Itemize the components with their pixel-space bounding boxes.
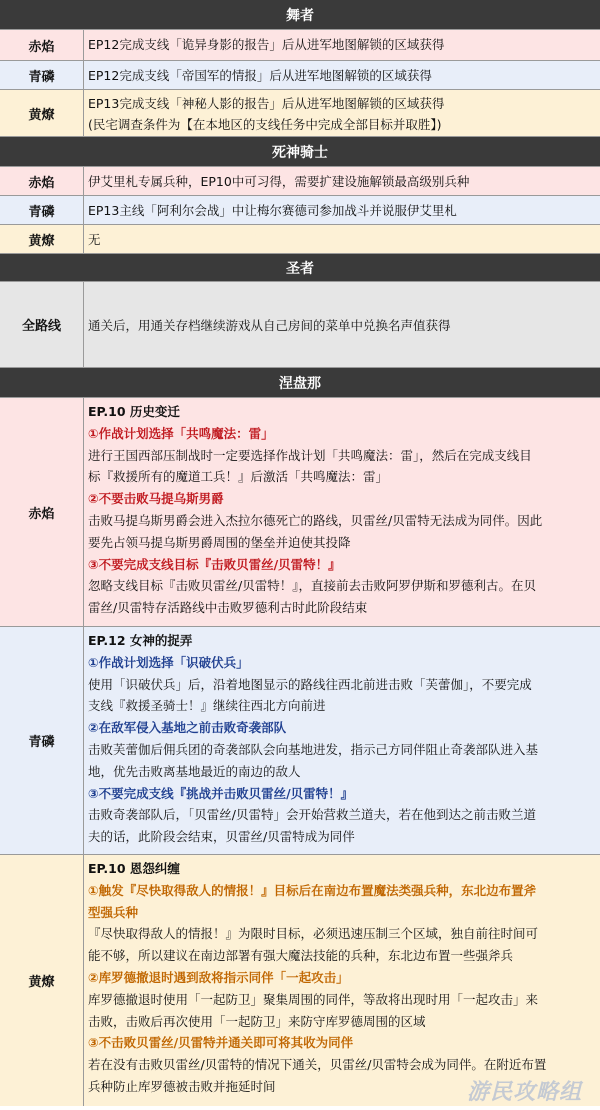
- route-label: 青磷: [0, 627, 84, 854]
- table-row: [0, 90, 600, 137]
- route-label: 黄燎: [0, 855, 84, 1106]
- section-header-nirvana: 涅盘那: [0, 368, 600, 398]
- table-row: [0, 225, 600, 254]
- route-label: 黄燎: [0, 225, 84, 253]
- table-row: [0, 855, 600, 1106]
- route-label: 赤焰: [0, 398, 84, 626]
- section-header-dancer: 舞者: [0, 0, 600, 30]
- route-label: 全路线: [0, 282, 84, 367]
- table-row: [0, 30, 600, 61]
- table-row: [0, 61, 600, 90]
- route-description: 通关后，用通关存档继续游戏从自己房间的菜单中兑换名声值获得: [88, 317, 451, 333]
- route-label: 黄燎: [0, 90, 84, 136]
- section-header-saint: 圣者: [0, 254, 600, 282]
- route-description: EP.10 恩怨纠缠 ①触发『尽快取得敌人的情报！』目标后在南边布置魔法类强兵种，东北边布置斧 型强兵种 『尽快取得敌人的情报！』为限时目标，必须迅速压制三个区域，独自前往时间可 能不够，所以建议在南边部署有强大魔法技能的兵种，东北边布置一些强斧兵 ②库罗德撤退时遇到敌将指示同伴「一起攻击」 库罗德撤退时使用「一起防卫」聚集周围的同伴，等敌将出现时用「一起攻击」来 击败，击败后再次使用「一起防卫」来防守库罗德周围的区域 ③不击败贝雷丝/贝雷特并通关即可将其收为同伴 若在没有击败贝雷丝/贝雷特的情况下通关，贝雷丝/贝雷特会成为同伴。在附近布置 兵种防止库罗德被击败并拖延时间: [88, 861, 547, 1094]
- table-row: [0, 196, 600, 225]
- watermark-logo: 游民攻略组: [466, 1080, 582, 1105]
- route-label: 赤焰: [0, 167, 84, 195]
- route-description: EP.10 历史变迁 ①作战计划选择「共鸣魔法：雷」 进行王国西部压制战时一定要选择作战计划「共鸣魔法：雷」，然后在完成支线目 标『救援所有的魔道工兵！』后激活「共鸣魔法：雷」 ②不要击败马提乌斯男爵 击败马提乌斯男爵会进入杰拉尔德死亡的路线，贝雷丝/贝雷特无法成为同伴。因此 要先占领马提乌斯男爵周围的堡垒并迫使其投降 ③不要完成支线目标『击败贝雷丝/贝雷特！』 忽略支线目标『击败贝雷丝/贝雷特！』，直接前去击败阿罗伊斯和罗德利古。在贝 雷丝/贝雷特存活路线中击败罗德利古时此阶段结束: [88, 404, 543, 616]
- route-description: EP.12 女神的捉弄 ①作战计划选择「识破伏兵」 使用「识破伏兵」后，沿着地图显示的路线往西北前进击败「芙蕾伽」，不要完成 支线『救援圣骑士！』继续往西北方向前进 ②在敌军侵入基地之前击败奇袭部队 击败芙蕾伽后佣兵团的奇袭部队会向基地进发，指示己方同伴阻止奇袭部队进入基 地，优先击败离基地最近的南边的敌人 ③不要完成支线『挑战并击败贝雷丝/贝雷特！』 击败奇袭部队后，「贝雷丝/贝雷特」会开始营救兰道夫，若在他到达之前击败兰道 夫的话，此阶段会结束，贝雷丝/贝雷特成为同伴: [88, 633, 539, 845]
- table-row: [0, 398, 600, 627]
- route-label: 赤焰: [0, 30, 84, 60]
- route-description: EP12完成支线「诡异身影的报告」后从进军地图解锁的区域获得: [88, 37, 445, 52]
- route-label: 青磷: [0, 61, 84, 89]
- route-description: EP13完成支线「神秘人影的报告」后从进军地图解锁的区域获得 (民宅调查条件为【在本地区的支线任务中完成全部目标并取胜】): [88, 96, 445, 132]
- table-row: [0, 627, 600, 855]
- route-description: EP13主线「阿利尔会战」中让梅尔赛德司参加战斗并说服伊艾里札: [88, 203, 457, 218]
- table-row: [0, 282, 600, 368]
- table-row: [0, 167, 600, 196]
- route-description: 无: [88, 232, 101, 247]
- route-description: EP12完成支线「帝国军的情报」后从进军地图解锁的区域获得: [88, 68, 432, 83]
- section-header-death-knight: 死神骑士: [0, 137, 600, 167]
- route-label: 青磷: [0, 196, 84, 224]
- route-description: 伊艾里札专属兵种，EP10中可习得，需要扩建设施解锁最高级别兵种: [88, 174, 470, 189]
